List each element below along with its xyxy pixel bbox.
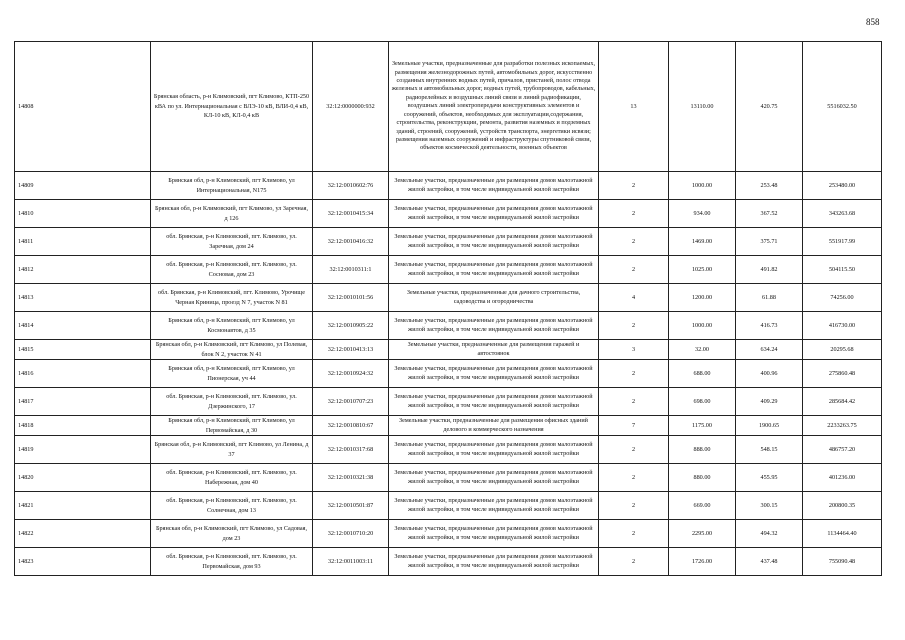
cadastral-number-cell: 32:12:0010707:23: [313, 388, 389, 416]
area-cell: 688.00: [669, 360, 736, 388]
table-row: [15, 388, 882, 416]
cadastral-value-table: [14, 41, 882, 576]
table-row: [15, 416, 882, 436]
cadastral-number-cell: 32:12:0000000:932: [313, 42, 389, 172]
row-number: 14810: [15, 200, 151, 228]
area-cell: 1025.00: [669, 256, 736, 284]
cadastral-value-cell: 285684.42: [803, 388, 882, 416]
area-cell: 1175.00: [669, 416, 736, 436]
address-cell: обл. Брянская, р-н Климовский, пгт. Климово, Урочище Черная Криница, проезд N 7, участок N 81: [151, 284, 313, 312]
address-cell: обл. Брянская, р-н Климовский, пгт. Климово, ул. Солнечная, дом 13: [151, 492, 313, 520]
table-row: [15, 548, 882, 576]
group-cell: 2: [599, 464, 669, 492]
area-cell: 698.00: [669, 388, 736, 416]
cadastral-number-cell: 32:12:0010810:67: [313, 416, 389, 436]
area-cell: 1200.00: [669, 284, 736, 312]
cadastral-number-cell: 32:12:0010101:56: [313, 284, 389, 312]
group-cell: 2: [599, 228, 669, 256]
group-cell: 2: [599, 200, 669, 228]
area-cell: 880.00: [669, 464, 736, 492]
land-use-cell: Земельные участки, предназначенные для размещения домов малоэтажной жилой застройки, в том числе индивидуальной жилой застройки: [389, 520, 599, 548]
area-cell: 669.00: [669, 492, 736, 520]
specific-value-cell: 400.96: [736, 360, 803, 388]
specific-value-cell: 300.15: [736, 492, 803, 520]
cadastral-number-cell: 32:12:0010311:1: [313, 256, 389, 284]
land-use-cell: Земельные участки, предназначенные для размещения домов малоэтажной жилой застройки, в том числе индивидуальной жилой застройки: [389, 172, 599, 200]
group-cell: 2: [599, 360, 669, 388]
land-use-cell: Земельные участки, предназначенные для размещения домов малоэтажной жилой застройки, в том числе индивидуальной жилой застройки: [389, 464, 599, 492]
address-cell: обл. Брянская, р-н Климовский, пгт. Климово, ул. Заречная, дом 24: [151, 228, 313, 256]
area-cell: 1726.00: [669, 548, 736, 576]
cadastral-value-cell: 275860.48: [803, 360, 882, 388]
row-number: 14822: [15, 520, 151, 548]
cadastral-value-cell: 1134464.40: [803, 520, 882, 548]
table-body: [15, 42, 882, 576]
cadastral-value-cell: 486757.20: [803, 436, 882, 464]
specific-value-cell: 634.24: [736, 340, 803, 360]
row-number: 14823: [15, 548, 151, 576]
land-use-cell: Земельные участки, предназначенные для размещения домов малоэтажной жилой застройки, в том числе индивидуальной жилой застройки: [389, 360, 599, 388]
cadastral-value-cell: 755090.48: [803, 548, 882, 576]
cadastral-value-cell: 5516032.50: [803, 42, 882, 172]
cadastral-value-cell: 200800.35: [803, 492, 882, 520]
cadastral-value-cell: 20295.68: [803, 340, 882, 360]
land-use-cell: Земельные участки, предназначенные для размещения домов малоэтажной жилой застройки, в том числе индивидуальной жилой застройки: [389, 492, 599, 520]
row-number: 14812: [15, 256, 151, 284]
group-cell: 3: [599, 340, 669, 360]
table-row: [15, 42, 882, 172]
row-number: 14817: [15, 388, 151, 416]
table-row: [15, 340, 882, 360]
row-number: 14808: [15, 42, 151, 172]
address-cell: обл. Брянская, р-н Климовский, пгт. Климово, ул. Набережная, дом 40: [151, 464, 313, 492]
cadastral-value-cell: 2233263.75: [803, 416, 882, 436]
cadastral-number-cell: 32:12:0010416:32: [313, 228, 389, 256]
specific-value-cell: 494.32: [736, 520, 803, 548]
address-cell: Брянская область, р-н Климовский, пгт Климово, КТП-250 кВА по ул. Интернациональная с ВЛЭ-10 кВ, ВЛИ-0,4 кВ, КЛ-10 кВ, КЛ-0,4 кВ: [151, 42, 313, 172]
address-cell: обл. Брянская, р-н Климовский, пгт. Климово, ул. Дзержинского, 17: [151, 388, 313, 416]
area-cell: 1000.00: [669, 312, 736, 340]
group-cell: 2: [599, 436, 669, 464]
table-row: [15, 436, 882, 464]
table-row: [15, 312, 882, 340]
land-use-cell: Земельные участки, предназначенные для размещения домов малоэтажной жилой застройки, в том числе индивидуальной жилой застройки: [389, 436, 599, 464]
cadastral-number-cell: 32:12:0010415:34: [313, 200, 389, 228]
address-cell: Брянская обл, р-н Климовский, пгт Климово, ул Первомайская, д 30: [151, 416, 313, 436]
row-number: 14816: [15, 360, 151, 388]
specific-value-cell: 455.95: [736, 464, 803, 492]
group-cell: 2: [599, 548, 669, 576]
cadastral-number-cell: 32:12:0011003:11: [313, 548, 389, 576]
group-cell: 2: [599, 256, 669, 284]
cadastral-number-cell: 32:12:0010317:68: [313, 436, 389, 464]
address-cell: Брянская обл, р-н Климовский, пгт Климово, ул Пионерская, уч 44: [151, 360, 313, 388]
table-row: [15, 200, 882, 228]
land-use-cell: Земельные участки, предназначенные для размещения домов малоэтажной жилой застройки, в том числе индивидуальной жилой застройки: [389, 228, 599, 256]
address-cell: обл. Брянская, р-н Климовский, пгт. Климово, ул. Сосновая, дом 23: [151, 256, 313, 284]
cadastral-number-cell: 32:12:0010924:32: [313, 360, 389, 388]
address-cell: Брянская обл, р-н Климовский, пгт Климово, ул Космонавтов, д 35: [151, 312, 313, 340]
row-number: 14818: [15, 416, 151, 436]
address-cell: Брянская обл, р-н Климовский, пгт Климово, ул Интернациональная, N175: [151, 172, 313, 200]
table-row: [15, 464, 882, 492]
specific-value-cell: 253.48: [736, 172, 803, 200]
cadastral-number-cell: 32:12:0010501:87: [313, 492, 389, 520]
cadastral-value-cell: 401236.00: [803, 464, 882, 492]
specific-value-cell: 548.15: [736, 436, 803, 464]
cadastral-value-cell: 253480.00: [803, 172, 882, 200]
cadastral-number-cell: 32:12:0010602:76: [313, 172, 389, 200]
land-use-cell: Земельные участки, предназначенные для размещения домов малоэтажной жилой застройки, в том числе индивидуальной жилой застройки: [389, 388, 599, 416]
cadastral-value-cell: 551917.99: [803, 228, 882, 256]
address-cell: Брянская обл, р-н Климовский, пгт Климово, ул Заречная, д 126: [151, 200, 313, 228]
land-use-cell: Земельные участки, предназначенные для разработки полезных ископаемых, размещения железнодорожных путей, автомобильных дорог, искусственно созданных внутренних водных путей, причалов, пристаней, полос отвода железных и автомобильных дорог, водных путей, трубопроводов, кабельных, радиорелейных и воздушных линий связи и линий радиофикации, воздушных линий электропередачи конструктивных элементов и сооружений, объектов, необходимых для эксплуатации,содержания, строительства, реконструкции, ремонта, развития наземных и подземных зданий, строений, сооружений, устройств транспорта, энергетики исвязи; размещения наземных сооружений и инфраструктуры спутниковой связи, объектов космической деятельности, военных объектов: [389, 42, 599, 172]
area-cell: 1000.00: [669, 172, 736, 200]
table-row: [15, 256, 882, 284]
land-use-cell: Земельные участки, предназначенные для размещения офисных зданий делового и коммерческого назначения: [389, 416, 599, 436]
row-number: 14821: [15, 492, 151, 520]
address-cell: Брянская обл, р-н Климовский, пгт Климово, ул Полевая, блок N 2, участок N 41: [151, 340, 313, 360]
group-cell: 2: [599, 492, 669, 520]
specific-value-cell: 375.71: [736, 228, 803, 256]
land-use-cell: Земельные участки, предназначенные для размещения гаражей и автостоянок: [389, 340, 599, 360]
group-cell: 2: [599, 388, 669, 416]
specific-value-cell: 491.82: [736, 256, 803, 284]
land-use-cell: Земельные участки, предназначенные для размещения домов малоэтажной жилой застройки, в том числе индивидуальной жилой застройки: [389, 548, 599, 576]
table-row: [15, 492, 882, 520]
cadastral-number-cell: 32:12:0010321:38: [313, 464, 389, 492]
cadastral-number-cell: 32:12:0010710:20: [313, 520, 389, 548]
land-use-cell: Земельные участки, предназначенные для размещения домов малоэтажной жилой застройки, в том числе индивидуальной жилой застройки: [389, 256, 599, 284]
group-cell: 13: [599, 42, 669, 172]
cadastral-number-cell: 32:12:0010905:22: [313, 312, 389, 340]
row-number: 14819: [15, 436, 151, 464]
address-cell: Брянская обл, р-н Климовский, пгт Климово, ул Садовая, дом 23: [151, 520, 313, 548]
table-row: [15, 360, 882, 388]
specific-value-cell: 416.73: [736, 312, 803, 340]
row-number: 14809: [15, 172, 151, 200]
specific-value-cell: 420.75: [736, 42, 803, 172]
table-row: [15, 172, 882, 200]
table-row: [15, 284, 882, 312]
address-cell: Брянская обл, р-н Климовский, пгт Климово, ул Ленина, д 37: [151, 436, 313, 464]
cadastral-value-cell: 416730.00: [803, 312, 882, 340]
row-number: 14815: [15, 340, 151, 360]
row-number: 14820: [15, 464, 151, 492]
group-cell: 2: [599, 172, 669, 200]
land-use-cell: Земельные участки, предназначенные для размещения домов малоэтажной жилой застройки, в том числе индивидуальной жилой застройки: [389, 200, 599, 228]
specific-value-cell: 437.48: [736, 548, 803, 576]
group-cell: 4: [599, 284, 669, 312]
area-cell: 13110.00: [669, 42, 736, 172]
area-cell: 2295.00: [669, 520, 736, 548]
area-cell: 1469.00: [669, 228, 736, 256]
cadastral-value-cell: 343263.68: [803, 200, 882, 228]
cadastral-value-cell: 74256.00: [803, 284, 882, 312]
specific-value-cell: 409.29: [736, 388, 803, 416]
row-number: 14811: [15, 228, 151, 256]
specific-value-cell: 367.52: [736, 200, 803, 228]
specific-value-cell: 61.88: [736, 284, 803, 312]
group-cell: 2: [599, 520, 669, 548]
table-row: [15, 520, 882, 548]
table-row: [15, 228, 882, 256]
cadastral-number-cell: 32:12:0010413:13: [313, 340, 389, 360]
row-number: 14813: [15, 284, 151, 312]
land-use-cell: Земельные участки, предназначенные для дачного строительства, садоводства и огородничества: [389, 284, 599, 312]
area-cell: 934.00: [669, 200, 736, 228]
page-number: 858: [866, 17, 880, 27]
land-use-cell: Земельные участки, предназначенные для размещения домов малоэтажной жилой застройки, в том числе индивидуальной жилой застройки: [389, 312, 599, 340]
address-cell: обл. Брянская, р-н Климовский, пгт. Климово, ул. Первомайская, дом 93: [151, 548, 313, 576]
area-cell: 32.00: [669, 340, 736, 360]
specific-value-cell: 1900.65: [736, 416, 803, 436]
row-number: 14814: [15, 312, 151, 340]
cadastral-value-cell: 504115.50: [803, 256, 882, 284]
group-cell: 2: [599, 312, 669, 340]
group-cell: 7: [599, 416, 669, 436]
area-cell: 888.00: [669, 436, 736, 464]
